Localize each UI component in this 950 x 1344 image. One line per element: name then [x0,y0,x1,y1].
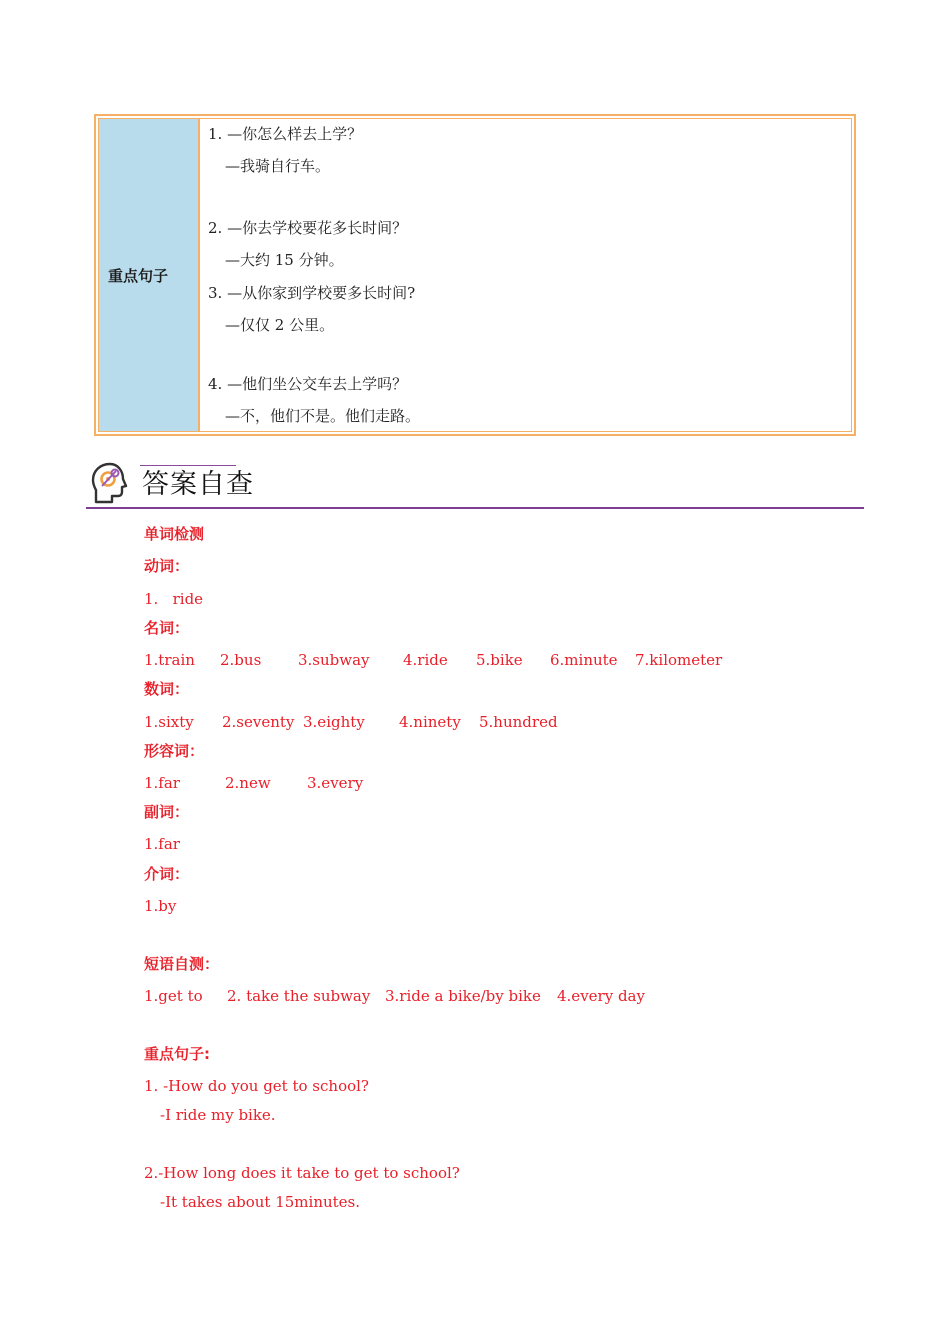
header-divider [86,507,864,509]
sentence-answer: 2.-How long does it take to get to school? [144,1164,460,1182]
key-sentence-line: —不，他们不是。他们走路。 [225,407,421,425]
phrase-answer: 3.ride a bike/by bike [385,987,541,1005]
key-sentence-line: 3. —从你家到学校要多长时间? [208,284,416,302]
noun-answer: 2.bus [220,651,262,669]
numeral-answer: 3.eighty [303,713,365,731]
phrase-label: 短语自测： [144,955,220,973]
noun-answer: 4.ride [403,651,448,669]
key-sentences-table-inner [98,118,852,432]
adjective-label: 形容词： [144,742,205,760]
key-sentence-line: 2. —你去学校要花多长时间？ [208,219,408,237]
key-sentences-table [94,114,856,436]
adverb-answer: 1.far [144,835,180,853]
numeral-answer: 5.hundred [479,713,558,731]
word-check-title: 单词检测 [144,525,205,543]
key-sentence-line: 1. —你怎么样去上学？ [208,125,363,143]
noun-answer: 3.subway [298,651,370,669]
numeral-label: 数词： [144,680,190,698]
head-gears-icon [88,460,132,506]
noun-answer: 7.kilometer [635,651,723,669]
adverb-label: 副词： [144,803,190,821]
sentence-answer: -It takes about 15minutes. [160,1193,361,1211]
sentence-label: 重点句子: [144,1045,210,1063]
phrase-answer: 1.get to [144,987,203,1005]
sentence-answer: -I ride my bike. [160,1106,276,1124]
adjective-answer: 3.every [307,774,364,792]
verb-answer: 1. ride [144,590,204,608]
numeral-answer: 4.ninety [399,713,461,731]
verb-label: 动词： [144,557,190,575]
sentence-answer: 1. -How do you get to school? [144,1077,369,1095]
key-sentence-line: —大约 15 分钟。 [225,251,344,269]
key-sentences-content [200,119,851,431]
preposition-label: 介词： [144,865,190,883]
adjective-answer: 2.new [225,774,271,792]
phrase-answer: 2. take the subway [227,987,371,1005]
noun-answer: 6.minute [550,651,618,669]
numeral-answer: 1.sixty [144,713,194,731]
preposition-answer: 1.by [144,897,177,915]
key-sentences-label: 重点句子 [99,119,200,431]
section-title: 答案自查 [142,469,254,500]
numeral-answer: 2.seventy [222,713,295,731]
header-top-line [140,465,236,466]
key-sentence-line: 4. —他们坐公交车去上学吗？ [208,375,408,393]
noun-answer: 5.bike [476,651,523,669]
key-sentence-line: —仅仅 2 公里。 [225,316,335,334]
noun-label: 名词： [144,619,190,637]
key-sentence-line: —我骑自行车。 [225,157,331,175]
phrase-answer: 4.every day [557,987,645,1005]
noun-answer: 1.train [144,651,195,669]
adjective-answer: 1.far [144,774,180,792]
